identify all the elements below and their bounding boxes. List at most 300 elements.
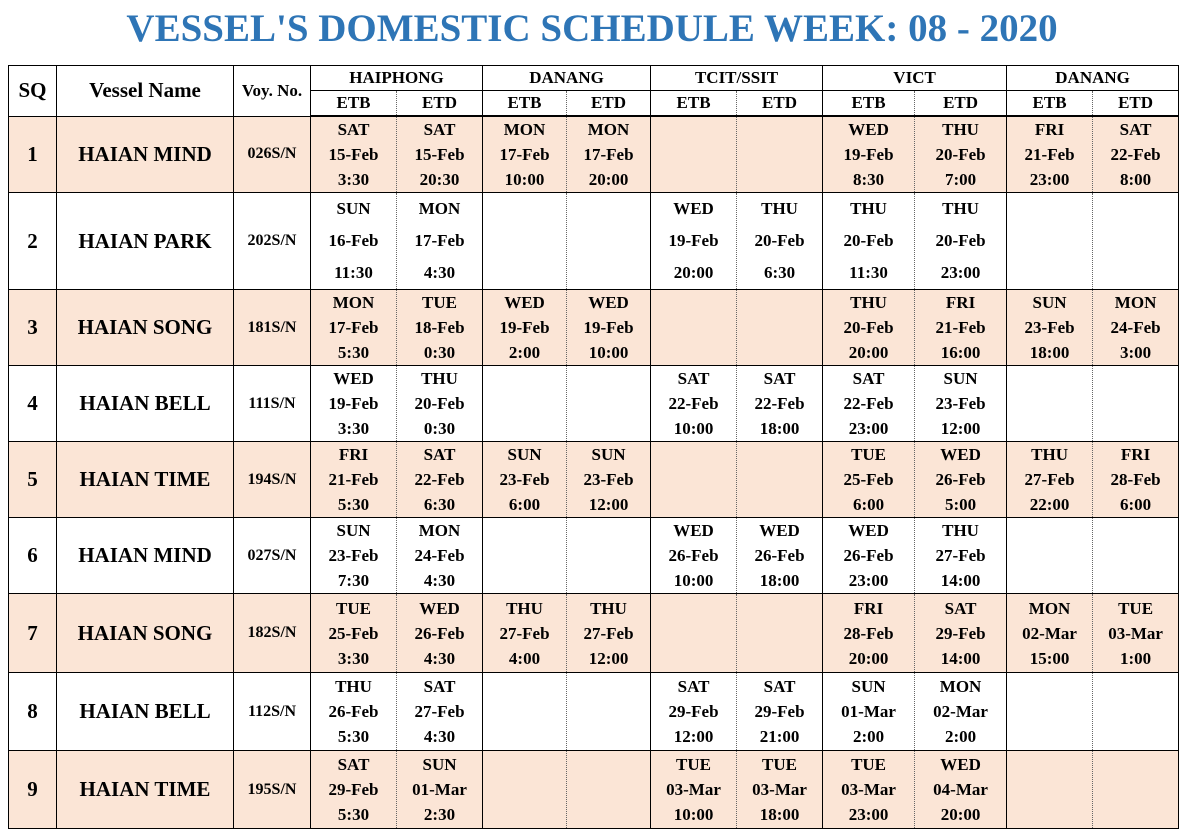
etd-cell [915,673,1007,751]
schedule-time: 18:00 [759,419,800,438]
etd-cell [567,518,651,594]
etb-cell [1007,116,1093,193]
schedule-date [1093,543,1178,568]
schedule-day: WED [848,521,889,540]
schedule-day: FRI [945,293,976,312]
schedule-date: 22-Feb [414,470,465,489]
schedule-day: SAT [763,369,796,388]
schedule-date: 22-Feb [668,394,719,413]
schedule-time: 15:00 [1029,648,1070,668]
schedule-body [9,116,1179,829]
etb-cell [1007,290,1093,366]
etd-cell [915,366,1007,442]
schedule-date [1007,391,1092,416]
schedule-date: 15-Feb [328,145,379,164]
etd-cell [737,751,823,829]
schedule-date: 27-Feb [935,546,986,565]
etd-cell [397,594,483,673]
schedule-day [483,193,566,225]
schedule-date: 26-Feb [668,546,719,565]
schedule-time: 4:00 [508,648,541,668]
etb-cell [651,673,737,751]
schedule-date: 03-Mar [752,780,807,799]
schedule-day: MON [1114,293,1157,312]
schedule-date: 19-Feb [843,145,894,164]
schedule-day: SUN [422,755,457,774]
etb-cell [483,290,567,366]
schedule-day: SUN [591,445,626,464]
schedule-time: 12:00 [588,495,629,514]
schedule-date: 18-Feb [414,318,465,337]
row-sq: 9 [9,751,57,829]
schedule-day [483,366,566,391]
etb-cell [483,116,567,193]
schedule-day: MON [587,120,630,139]
schedule-date: 17-Feb [328,318,379,337]
schedule-time: 11:30 [334,263,373,282]
schedule-time [483,416,566,441]
schedule-date: 26-Feb [414,623,465,643]
header-etb: ETB [823,91,915,117]
schedule-time: 2:30 [423,805,456,824]
schedule-date: 27-Feb [414,702,465,721]
etb-cell [311,594,397,673]
header-sq: SQ [9,66,57,117]
schedule-day: WED [333,369,374,388]
schedule-date: 21-Feb [328,470,379,489]
schedule-day: WED [673,199,714,218]
header-port-haiphong: HAIPHONG [311,66,483,91]
schedule-date: 20-Feb [754,231,805,250]
schedule-day: SAT [337,120,370,139]
schedule-date [737,621,822,646]
schedule-day [567,366,650,391]
schedule-date: 23-Feb [328,546,379,565]
schedule-time: 4:30 [423,263,456,282]
schedule-time: 23:00 [1029,170,1070,189]
schedule-day: THU [335,677,372,696]
schedule-date [483,777,566,802]
etb-cell [823,442,915,518]
schedule-time: 5:30 [337,727,370,746]
schedule-time [1007,257,1092,289]
schedule-date [1093,777,1178,802]
table-row [9,518,1179,594]
etb-cell [311,193,397,290]
schedule-time [1093,416,1178,441]
voyage-number: 112S/N [234,673,311,751]
schedule-date: 27-Feb [1024,470,1075,489]
schedule-date: 25-Feb [843,470,894,489]
schedule-date: 25-Feb [328,623,379,643]
schedule-day: SUN [943,369,978,388]
etb-cell [823,290,915,366]
schedule-day: MON [503,120,546,139]
etd-cell [915,193,1007,290]
schedule-day: TUE [422,293,457,312]
etb-cell [823,116,915,193]
schedule-time: 10:00 [673,571,714,590]
schedule-day: SAT [763,677,796,696]
schedule-date [1007,543,1092,568]
schedule-day: FRI [1034,120,1065,139]
schedule-day: SUN [851,677,886,696]
schedule-day [1093,518,1178,543]
schedule-date [651,315,736,340]
etd-cell [1093,673,1179,751]
row-sq: 8 [9,673,57,751]
etd-cell [567,290,651,366]
schedule-day [567,193,650,225]
etb-cell [651,290,737,366]
table-row [9,751,1179,829]
schedule-time: 22:00 [1029,495,1070,514]
schedule-time [737,492,822,517]
schedule-date: 22-Feb [843,394,894,413]
etb-cell [651,116,737,193]
voyage-number: 111S/N [234,366,311,442]
schedule-date [483,543,566,568]
schedule-day: TUE [676,755,712,774]
table-row [9,290,1179,366]
schedule-time [651,340,736,365]
schedule-time: 5:30 [337,805,370,824]
schedule-date [1093,699,1178,724]
schedule-date: 23-Feb [583,470,634,489]
schedule-time [567,802,650,827]
schedule-time: 5:30 [337,495,370,514]
etd-cell [915,116,1007,193]
etd-cell [915,594,1007,673]
schedule-date: 02-Mar [1022,623,1077,643]
schedule-time [651,646,736,671]
schedule-day [1093,366,1178,391]
schedule-time: 0:30 [423,343,456,362]
schedule-time: 6:00 [1119,495,1152,514]
schedule-time: 4:30 [423,648,456,668]
row-sq: 7 [9,594,57,673]
etb-cell [311,518,397,594]
schedule-day: WED [673,521,714,540]
schedule-time: 6:00 [852,495,885,514]
schedule-time: 23:00 [848,419,889,438]
schedule-day: WED [759,521,800,540]
etb-cell [823,594,915,673]
row-sq: 1 [9,116,57,193]
schedule-date: 19-Feb [583,318,634,337]
row-sq: 3 [9,290,57,366]
schedule-day [483,752,566,777]
schedule-date: 04-Mar [933,780,988,799]
schedule-day: THU [421,369,458,388]
etd-cell [397,193,483,290]
schedule-time: 7:00 [944,170,977,189]
schedule-date [651,467,736,492]
schedule-day: SAT [423,120,456,139]
schedule-time: 11:30 [849,263,888,282]
etd-cell [567,751,651,829]
schedule-time: 21:00 [759,727,800,746]
schedule-time [567,568,650,593]
etb-cell [1007,518,1093,594]
schedule-date: 26-Feb [843,546,894,565]
schedule-day: SAT [1119,120,1152,139]
schedule-date: 29-Feb [754,702,805,721]
etd-cell [567,442,651,518]
schedule-day: MON [1028,598,1071,618]
schedule-date: 01-Mar [412,780,467,799]
schedule-date: 20-Feb [935,231,986,250]
etb-cell [1007,751,1093,829]
schedule-date: 21-Feb [935,318,986,337]
schedule-date: 15-Feb [414,145,465,164]
etd-cell [737,116,823,193]
schedule-day: SAT [852,369,885,388]
schedule-time [483,568,566,593]
schedule-time: 20:00 [588,170,629,189]
etb-cell [483,193,567,290]
schedule-date [567,391,650,416]
schedule-day: THU [942,521,979,540]
schedule-day: SAT [677,677,710,696]
etb-cell [483,518,567,594]
etd-cell [397,442,483,518]
etb-cell [1007,193,1093,290]
schedule-time [737,340,822,365]
etb-cell [823,366,915,442]
etd-cell [737,193,823,290]
schedule-date: 20-Feb [843,231,894,250]
schedule-day [1007,674,1092,699]
header-port-danang-2: DANANG [1007,66,1179,91]
vessel-name: HAIAN BELL [57,673,234,751]
schedule-day: FRI [853,598,884,618]
schedule-time: 6:30 [763,263,796,282]
schedule-time [483,257,566,289]
schedule-time: 14:00 [940,571,981,590]
etd-cell [397,290,483,366]
schedule-day: SAT [423,445,456,464]
schedule-time: 6:30 [423,495,456,514]
schedule-date: 22-Feb [1110,145,1161,164]
schedule-time [737,646,822,671]
vessel-name: HAIAN MIND [57,518,234,594]
schedule-time: 1:00 [1119,648,1152,668]
schedule-time: 5:00 [944,495,977,514]
schedule-day: WED [588,293,629,312]
schedule-time: 20:00 [940,805,981,824]
schedule-day: THU [850,293,887,312]
schedule-time: 12:00 [673,727,714,746]
row-sq: 5 [9,442,57,518]
voyage-number: 181S/N [234,290,311,366]
etd-cell [1093,193,1179,290]
schedule-date: 28-Feb [1110,470,1161,489]
etb-cell [651,751,737,829]
etd-cell [397,673,483,751]
schedule-day [1093,193,1178,225]
schedule-time [567,724,650,749]
table-row [9,673,1179,751]
schedule-date [1093,391,1178,416]
schedule-date: 20-Feb [843,318,894,337]
schedule-time [483,802,566,827]
schedule-date: 03-Mar [1108,623,1163,643]
schedule-day: SAT [944,598,977,618]
table-row [9,594,1179,673]
voyage-number: 026S/N [234,116,311,193]
schedule-day: THU [942,120,979,139]
schedule-day [737,442,822,467]
schedule-date [1007,699,1092,724]
schedule-day [737,117,822,142]
schedule-time: 23:00 [848,805,889,824]
etd-cell [737,518,823,594]
schedule-date [737,315,822,340]
schedule-day: WED [940,755,981,774]
schedule-time: 3:00 [1119,343,1152,362]
schedule-time [567,257,650,289]
schedule-time: 2:00 [944,727,977,746]
header-etb: ETB [651,91,737,117]
etb-cell [651,366,737,442]
schedule-day [651,290,736,315]
etb-cell [823,193,915,290]
schedule-day [567,518,650,543]
schedule-date: 27-Feb [499,623,550,643]
etb-cell [311,116,397,193]
etb-cell [823,673,915,751]
schedule-date: 17-Feb [414,231,465,250]
schedule-time: 20:00 [848,648,889,668]
header-etd: ETD [397,91,483,117]
schedule-day: THU [761,199,798,218]
schedule-time [1007,416,1092,441]
etd-cell [1093,518,1179,594]
schedule-time: 3:30 [337,170,370,189]
vessel-name: HAIAN PARK [57,193,234,290]
etb-cell [651,518,737,594]
schedule-time: 2:00 [508,343,541,362]
etb-cell [483,673,567,751]
schedule-day: MON [332,293,375,312]
schedule-time: 18:00 [759,805,800,824]
schedule-time: 16:00 [940,343,981,362]
etd-cell [567,594,651,673]
etd-cell [397,751,483,829]
schedule-day [651,596,736,621]
vessel-name: HAIAN TIME [57,751,234,829]
schedule-time: 5:30 [337,343,370,362]
table-row [9,442,1179,518]
schedule-day: TUE [851,755,887,774]
header-etb: ETB [483,91,567,117]
schedule-day: MON [939,677,982,696]
schedule-day: THU [1031,445,1068,464]
schedule-date: 19-Feb [328,394,379,413]
schedule-day: SUN [1032,293,1067,312]
schedule-time: 18:00 [759,571,800,590]
header-vessel-name: Vessel Name [57,66,234,117]
schedule-time: 8:30 [852,170,885,189]
schedule-day [483,518,566,543]
schedule-day [1007,518,1092,543]
etd-cell [1093,116,1179,193]
schedule-day: THU [850,199,887,218]
schedule-time: 8:00 [1119,170,1152,189]
schedule-time: 20:30 [419,170,460,189]
etd-cell [737,442,823,518]
etb-cell [311,751,397,829]
schedule-date: 20-Feb [935,145,986,164]
schedule-day [567,674,650,699]
schedule-date: 28-Feb [843,623,894,643]
schedule-date: 22-Feb [754,394,805,413]
etd-cell [915,442,1007,518]
schedule-time: 3:30 [337,419,370,438]
schedule-day: TUE [762,755,798,774]
schedule-time [567,416,650,441]
schedule-day [651,117,736,142]
schedule-date [567,777,650,802]
schedule-day: THU [506,598,543,618]
schedule-time: 0:30 [423,419,456,438]
schedule-date: 03-Mar [841,780,896,799]
schedule-date: 19-Feb [668,231,719,250]
schedule-date [651,621,736,646]
etd-cell [915,751,1007,829]
schedule-day: TUE [336,598,371,618]
etb-cell [651,442,737,518]
schedule-day: SUN [507,445,542,464]
schedule-date: 23-Feb [499,470,550,489]
schedule-date [567,699,650,724]
schedule-day: SUN [336,521,371,540]
schedule-date: 16-Feb [328,231,379,250]
voyage-number: 194S/N [234,442,311,518]
etb-cell [1007,594,1093,673]
etd-cell [1093,442,1179,518]
schedule-day: WED [848,120,889,139]
schedule-date [737,142,822,167]
vessel-name: HAIAN MIND [57,116,234,193]
schedule-date: 17-Feb [583,145,634,164]
schedule-date: 21-Feb [1024,145,1075,164]
vessel-name: HAIAN SONG [57,594,234,673]
schedule-date: 26-Feb [935,470,986,489]
page-title: VESSEL'S DOMESTIC SCHEDULE WEEK: 08 - 2020 [126,7,1058,50]
schedule-day: WED [504,293,545,312]
schedule-time: 23:00 [940,263,981,282]
etd-cell [915,290,1007,366]
schedule-day: WED [940,445,981,464]
schedule-date [483,391,566,416]
etd-cell [915,518,1007,594]
etd-cell [567,366,651,442]
etd-cell [737,594,823,673]
schedule-time: 20:00 [673,263,714,282]
schedule-time: 14:00 [940,648,981,668]
schedule-day [737,596,822,621]
schedule-date: 19-Feb [499,318,550,337]
schedule-time [1093,724,1178,749]
voyage-number: 202S/N [234,193,311,290]
voyage-number: 182S/N [234,594,311,673]
etb-cell [311,290,397,366]
header-etd: ETD [567,91,651,117]
schedule-time: 7:30 [337,571,370,590]
schedule-time: 10:00 [673,805,714,824]
